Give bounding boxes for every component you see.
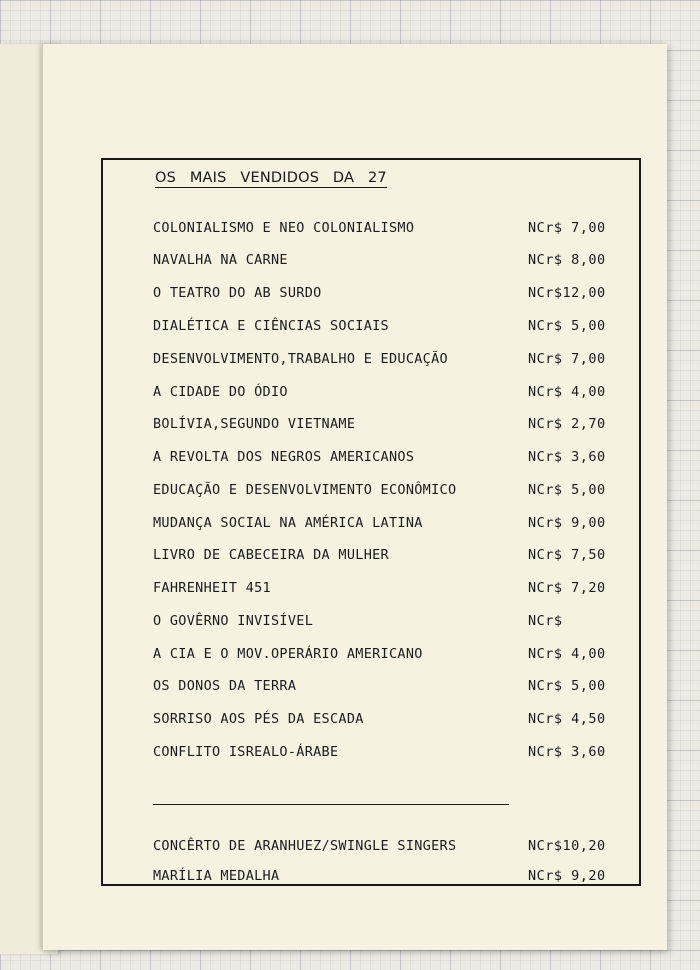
book-price: NCr$ 5,00 [528,482,606,498]
book-price: NCr$ 8,00 [528,252,606,268]
book-price: NCr$ 7,50 [528,547,606,563]
book-row [153,285,625,305]
book-price: NCr$ 4,00 [528,646,606,662]
book-title: A CIA E O MOV.OPERÁRIO AMERICANO [153,646,423,662]
book-price: NCr$ 5,00 [528,318,606,334]
book-title: MUDANÇA SOCIAL NA AMÉRICA LATINA [153,515,423,531]
book-row [153,252,625,272]
record-title: MARÍLIA MEDALHA [153,868,280,884]
record-price: NCr$10,20 [528,838,606,854]
book-title: NAVALHA NA CARNE [153,252,288,268]
book-title: COLONIALISMO E NEO COLONIALISMO [153,220,415,236]
bestseller-list-frame [101,158,641,886]
record-row [153,868,625,888]
list-heading: OS MAIS VENDIDOS DA 27 [155,170,387,186]
book-row [153,613,625,633]
record-title: CONCÊRTO DE ARANHUEZ/SWINGLE SINGERS [153,838,457,854]
book-price: NCr$12,00 [528,285,606,301]
book-title: O GOVÊRNO INVISÍVEL [153,613,314,629]
book-price: NCr$ [528,613,563,629]
book-title: DESENVOLVIMENTO,TRABALHO E EDUCAÇÃO [153,351,448,367]
book-price: NCr$ 5,00 [528,678,606,694]
book-row [153,449,625,469]
book-row [153,220,625,240]
book-title: OS DONOS DA TERRA [153,678,297,694]
book-title: DIALÉTICA E CIÊNCIAS SOCIAIS [153,318,389,334]
book-row [153,678,625,698]
book-title: FAHRENHEIT 451 [153,580,271,596]
document-page [42,44,667,950]
book-row [153,711,625,731]
book-title: SORRISO AOS PÉS DA ESCADA [153,711,364,727]
book-title: A REVOLTA DOS NEGROS AMERICANOS [153,449,415,465]
book-title: EDUCAÇÃO E DESENVOLVIMENTO ECONÔMICO [153,482,457,498]
record-price: NCr$ 9,20 [528,868,606,884]
book-row [153,744,625,764]
book-price: NCr$ 9,00 [528,515,606,531]
book-price: NCr$ 3,60 [528,744,606,760]
book-title: LIVRO DE CABECEIRA DA MULHER [153,547,389,563]
book-price: NCr$ 4,50 [528,711,606,727]
book-row [153,384,625,404]
book-row [153,547,625,567]
book-row [153,416,625,436]
book-title: CONFLITO ISREALO-ÁRABE [153,744,339,760]
book-row [153,351,625,371]
book-title: BOLÍVIA,SEGUNDO VIETNAME [153,416,356,432]
book-row [153,318,625,338]
book-row [153,482,625,502]
book-price: NCr$ 7,00 [528,351,606,367]
book-price: NCr$ 7,20 [528,580,606,596]
book-title: O TEATRO DO AB SURDO [153,285,322,301]
book-title: A CIDADE DO ÓDIO [153,384,288,400]
book-price: NCr$ 7,00 [528,220,606,236]
section-divider [153,804,509,805]
book-price: NCr$ 4,00 [528,384,606,400]
book-price: NCr$ 3,60 [528,449,606,465]
book-row [153,646,625,666]
book-row [153,515,625,535]
record-row [153,838,625,858]
book-row [153,580,625,600]
book-price: NCr$ 2,70 [528,416,606,432]
